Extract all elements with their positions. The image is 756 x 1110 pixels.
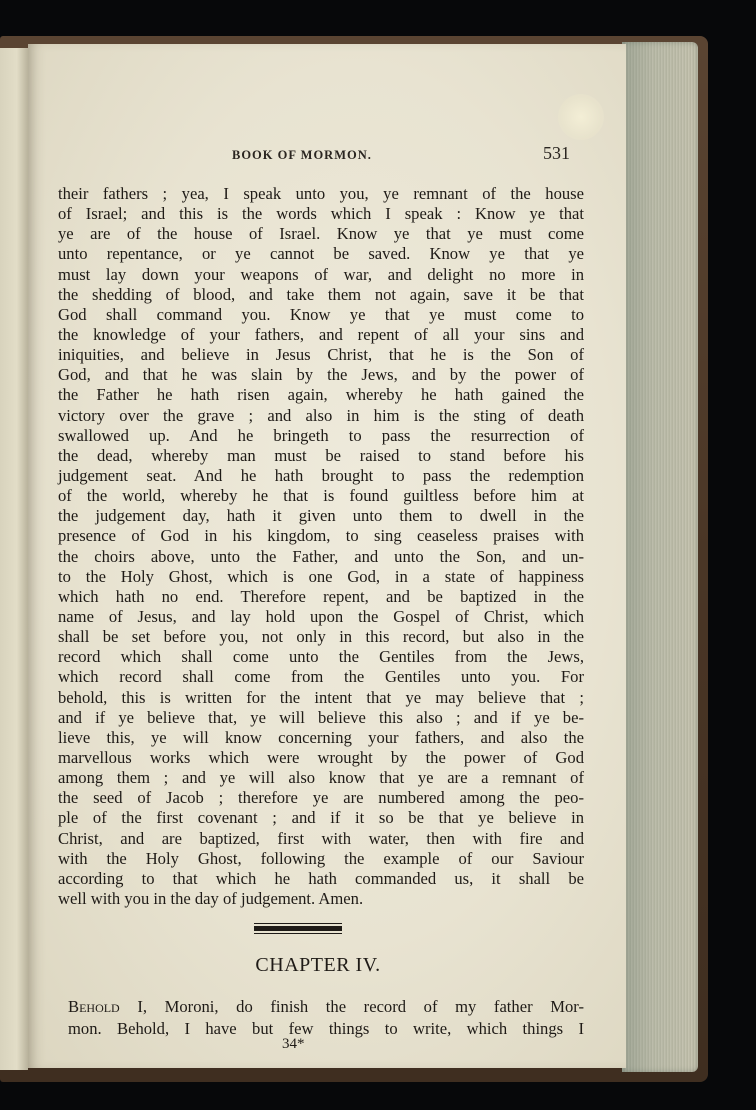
line-text: mon. Behold, I have but few things to write, which things I: [68, 1019, 584, 1038]
text-line: ple of the first covenant ; and if it so be that ye believe in: [58, 808, 584, 828]
chapter-heading: CHAPTER IV.: [255, 954, 381, 976]
text-line: to the Holy Ghost, which is one God, in a state of happiness: [58, 566, 584, 586]
text-line: well with you in the day of judgement. Amen.: [58, 888, 364, 908]
chapter-text-line: [68, 1018, 584, 1040]
chapter-text: [68, 996, 584, 1040]
text-line: ye are of the house of Israel. Know ye that ye must come: [58, 224, 584, 244]
text-line: which hath no end. Therefore repent, and be baptized in the: [58, 586, 584, 606]
chapter-text-line: [68, 996, 584, 1018]
text-line: record which shall come unto the Gentiles from the Jews,: [58, 647, 584, 667]
line-text: I, Moroni, do finish the record of my father Mor-: [119, 997, 584, 1016]
text-line: must lay down your weapons of war, and delight no more in: [58, 264, 584, 284]
text-line: Christ, and are baptized, first with water, then with fire and: [58, 828, 584, 848]
text-line: victory over the grave ; and also in him is the sting of death: [58, 405, 584, 425]
text-line: marvellous works which were wrought by the power of God: [58, 747, 584, 767]
page-number: 531: [543, 143, 570, 163]
text-line: name of Jesus, and lay hold upon the Gospel of Christ, which: [58, 606, 584, 626]
text-line: God, and that he was slain by the Jews, and by the power of: [58, 365, 584, 385]
text-line: iniquities, and believe in Jesus Christ, that he is the Son of: [58, 345, 584, 365]
text-line: the seed of Jacob ; therefore ye are numbered among the peo-: [58, 788, 584, 808]
text-line: and if ye believe that, ye will believe this also ; and if ye be-: [58, 707, 584, 727]
text-line: which record shall come from the Gentiles unto you. For: [58, 667, 584, 687]
text-line: their fathers ; yea, I speak unto you, ye remnant of the house: [58, 184, 584, 203]
text-line: God shall command you. Know ye that ye must come to: [58, 304, 584, 324]
text-line: swallowed up. And he bringeth to pass the resurrection of: [58, 425, 584, 445]
text-line: presence of God in his kingdom, to sing ceaseless praises with: [58, 526, 584, 546]
page-stain: [558, 94, 604, 140]
text-line: the judgement day, hath it given unto them to dwell in the: [58, 506, 584, 526]
text-line: with the Holy Ghost, following the example of our Saviour: [58, 848, 584, 868]
facing-page-edge: [0, 48, 28, 1070]
signature-mark: 34*: [282, 1036, 305, 1052]
text-line: according to that which he hath commanded us, it shall be: [58, 868, 584, 888]
text-line: of the world, whereby he that is found guiltless before him at: [58, 486, 584, 506]
text-line: the choirs above, unto the Father, and unto the Son, and un-: [58, 546, 584, 566]
text-line: of Israel; and this is the words which I speak : Know ye that: [58, 204, 584, 224]
text-line: the dead, whereby man must be raised to stand before his: [58, 445, 584, 465]
text-line: shall be set before you, not only in this record, but also in the: [58, 627, 584, 647]
page-edges: [622, 42, 698, 1072]
text-line: the Father he hath risen again, whereby he hath gained the: [58, 385, 584, 405]
text-line: unto repentance, or ye cannot be saved. Know ye that ye: [58, 244, 584, 264]
book-page: [28, 44, 626, 1068]
opening-word: Behold: [68, 997, 120, 1016]
text-line: lieve this, ye will know concerning your fathers, and also the: [58, 727, 584, 747]
text-line: behold, this is written for the intent that ye may believe that ;: [58, 687, 584, 707]
running-head: BOOK OF MORMON.: [232, 148, 372, 162]
text-line: among them ; and ye will also know that ye are a remnant of: [58, 768, 584, 788]
text-line: the shedding of blood, and take them not again, save it be that: [58, 284, 584, 304]
text-line: the knowledge of your fathers, and repent of all your sins and: [58, 324, 584, 344]
section-divider-rule: [254, 926, 342, 931]
text-line: judgement seat. And he hath brought to pass the redemption: [58, 465, 584, 485]
body-text: [58, 184, 584, 909]
